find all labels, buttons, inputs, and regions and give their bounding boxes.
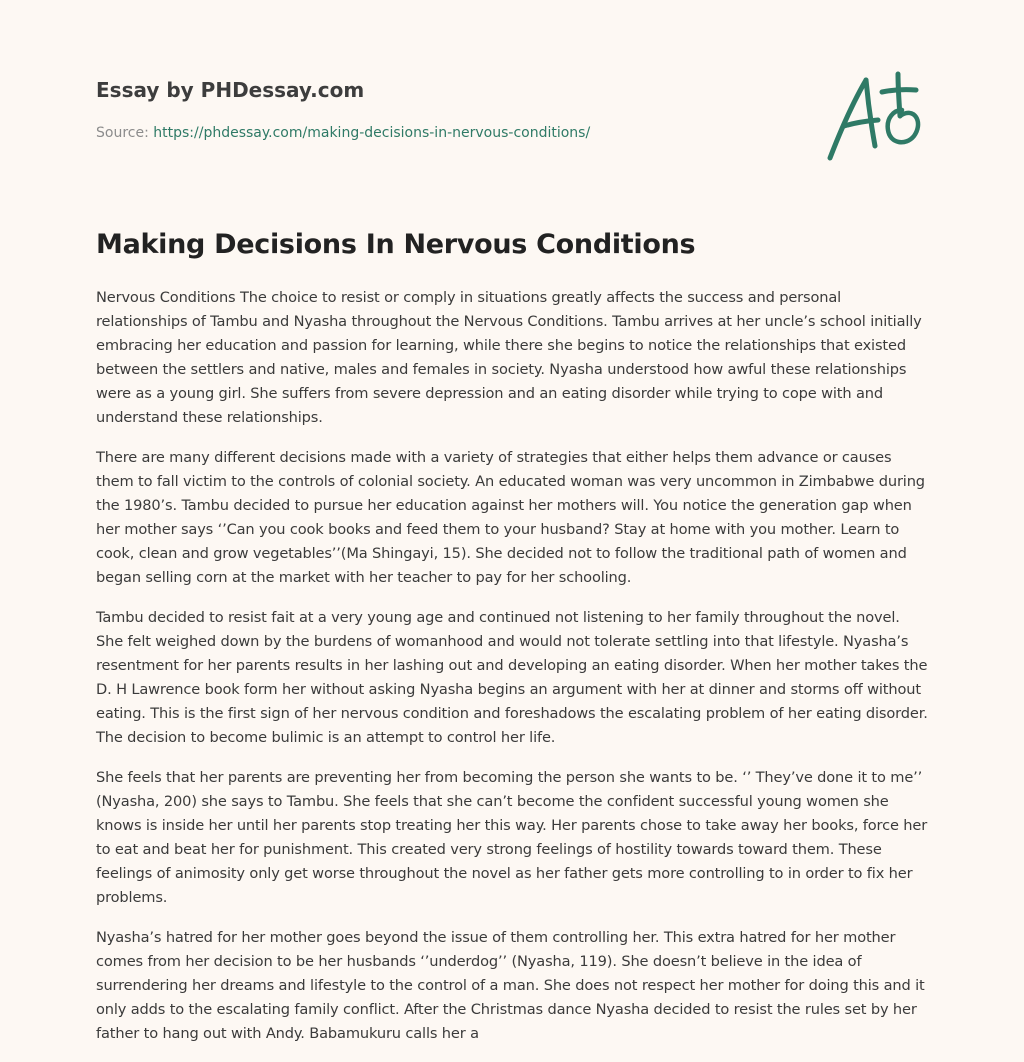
source-line	[96, 123, 816, 143]
source-label: Source:	[96, 125, 149, 141]
site-title: Essay by PHDessay.com	[96, 78, 365, 102]
essay-paragraph: Nervous Conditions The choice to resist or comply in situations greatly affects the success and personal relationships of Tambu and Nyasha throughout the Nervous Conditions. Tambu arrives at her uncle’s school initially embracing her education and passion for learning, while there she begins to notice the relationships that existed between the settlers and native, males and females in society. Nyasha understood how awful these relationships were as a young girl. She suffers from severe depression and an eating disorder while trying to cope with and understand these relationships.	[96, 289, 922, 426]
source-link[interactable]: https://phdessay.com/making-decisions-in-nervous-conditions/	[153, 125, 591, 141]
essay-body	[96, 286, 930, 1062]
essay-paragraph: Nyasha’s hatred for her mother goes beyond the issue of them controlling her. This extra hatred for her mother comes from her decision to be her husbands ‘’underdog’’ (Nyasha, 119). She doesn’t believe in the idea of surrendering her dreams and lifestyle to the control of a man. She does not respect her mother for doing this and it only adds to the escalating family conflict. After the Christmas dance Nyasha decided to resist the rules set by her father to hang out with Andy. Babamukuru calls her a	[96, 929, 925, 1042]
essay-title: Making Decisions In Nervous Conditions	[96, 229, 696, 260]
essay-paragraph: She feels that her parents are preventing her from becoming the person she wants to be. ‘’ They’ve done it to me’’ (Nyasha, 200) she says to Tambu. She feels that she can’t become the confident successful young women she knows is inside her until her parents stop treating her this way. Her parents chose to take away her books, force her to eat and beat her for punishment. This created very strong feelings of hostility towards toward them. These feelings of animosity only get worse throughout the novel as her father gets more controlling to in order to fix her problems.	[96, 769, 928, 906]
a-plus-logo-icon	[822, 66, 928, 166]
essay-paragraph: There are many different decisions made with a variety of strategies that either helps them advance or causes them to fall victim to the controls of colonial society. An educated woman was very uncommon in Zimbabwe during the 1980’s. Tambu decided to pursue her education against her mothers will. You notice the generation gap when her mother says ‘’Can you cook books and feed them to your husband? Stay at home with you mother. Learn to cook, clean and grow vegetables’’(Ma Shingayi, 15). She decided not to follow the traditional path of women and began selling corn at the market with her teacher to pay for her schooling.	[96, 449, 925, 586]
page-header	[96, 76, 816, 143]
essay-paragraph: Tambu decided to resist fait at a very young age and continued not listening to her family throughout the novel. She felt weighed down by the burdens of womanhood and would not tolerate settling into that lifestyle. Nyasha’s resentment for her parents results in her lashing out and developing an eating disorder. When her mother takes the D. H Lawrence book form her without asking Nyasha begins an argument with her at dinner and storms off without eating. This is the first sign of her nervous condition and foreshadows the escalating problem of her eating disorder. The decision to become bulimic is an attempt to control her life.	[96, 609, 928, 746]
